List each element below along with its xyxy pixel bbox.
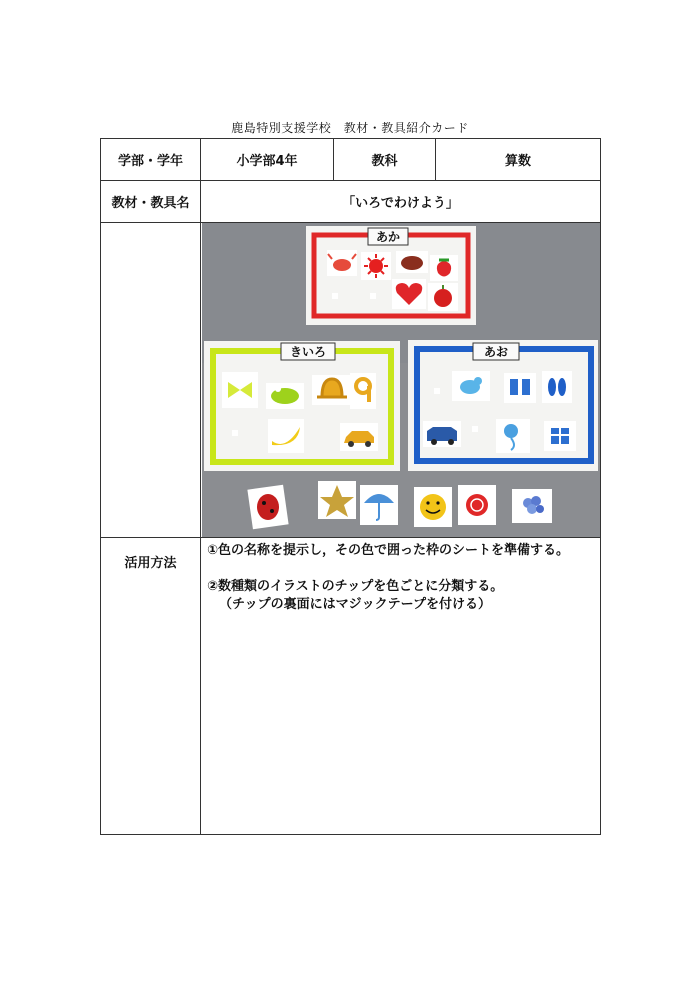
- material-value: 「いろでわけよう」: [201, 181, 601, 223]
- usage-label: 活用方法: [101, 538, 201, 835]
- strawberry-icon: [430, 255, 458, 281]
- photo-cell: [201, 223, 601, 538]
- grade-label: 学部・学年: [101, 139, 201, 181]
- car-icon: [340, 423, 378, 451]
- grade-value: 小学部4年: [201, 139, 334, 181]
- bird-icon: [452, 371, 490, 401]
- number-icon: [350, 373, 376, 409]
- hydrangea-icon: [512, 489, 552, 523]
- frog-icon: [266, 383, 304, 409]
- usage-line-2: ②数種類のイラストのチップを色ごとに分類する。: [207, 579, 504, 594]
- rose-icon: [458, 485, 496, 525]
- apple-icon: [428, 283, 458, 311]
- yellow-sheet: [204, 341, 400, 471]
- gift-icon: [544, 421, 576, 451]
- umbrella-icon: [360, 485, 398, 525]
- document-title: 鹿島特別支援学校 教材・教具紹介カード: [231, 121, 469, 135]
- yarn-icon: [496, 419, 530, 453]
- slippers-icon: [542, 371, 572, 403]
- material-card-table: [100, 138, 601, 835]
- blue-sheet: [408, 340, 598, 471]
- banana-icon: [268, 419, 304, 453]
- star-icon: [318, 481, 356, 519]
- sun-icon: [361, 252, 391, 280]
- chestnut-icon: [396, 251, 428, 273]
- photo-left-cell: [101, 223, 201, 538]
- photo-svg: [202, 223, 600, 537]
- red-sheet-label: あか: [375, 230, 400, 244]
- subject-value: 算数: [436, 139, 601, 181]
- material-photo: [202, 223, 600, 537]
- usage-line-3: （チップの裏面にはマジックテープを付ける）: [219, 597, 491, 612]
- blue-sheet-label: あお: [483, 345, 508, 359]
- boots-icon: [504, 373, 536, 403]
- hat-icon: [312, 375, 352, 405]
- usage-content: [201, 538, 601, 835]
- heart-icon: [392, 279, 426, 309]
- ladybug-icon: [247, 485, 288, 530]
- material-label: 教材・教具名: [101, 181, 201, 223]
- ribbon-icon: [222, 372, 258, 408]
- red-sheet: [306, 226, 476, 325]
- subject-label: 教科: [334, 139, 436, 181]
- yellow-sheet-label: きいろ: [289, 345, 326, 359]
- smiley-icon: [414, 487, 452, 527]
- truck-icon: [423, 421, 461, 447]
- crab-icon: [327, 250, 357, 276]
- usage-line-1: ①色の名称を提示し，その色で囲った枠のシートを準備する。: [207, 543, 570, 558]
